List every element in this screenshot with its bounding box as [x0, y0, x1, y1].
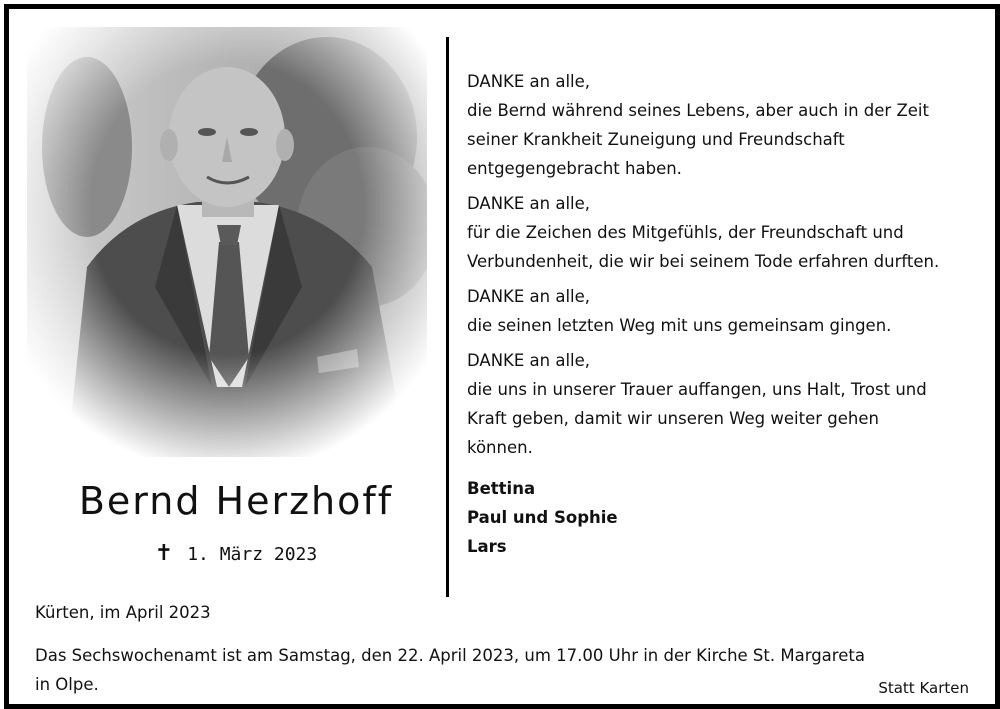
- signers: [467, 474, 618, 561]
- death-date: 1. März 2023: [187, 544, 318, 565]
- thanks-line: DANKE an alle,: [467, 72, 591, 91]
- thanks-paragraph: [467, 346, 987, 462]
- thanks-line: entgegengebracht haben.: [467, 159, 682, 178]
- signer-name: Lars: [467, 537, 507, 556]
- thanks-paragraph: [467, 189, 987, 276]
- signer-name: Paul und Sophie: [467, 508, 618, 527]
- vertical-divider: [446, 37, 449, 597]
- death-date-line: [31, 541, 441, 566]
- thanks-line: DANKE an alle,: [467, 287, 591, 306]
- thanks-line: die seinen letzten Weg mit uns gemeinsam gingen.: [467, 316, 892, 335]
- cross-icon: ✝: [154, 541, 174, 566]
- thanks-line: Verbundenheit, die wir bei seinem Tode erfahren durften.: [467, 252, 940, 271]
- thanks-line: können.: [467, 438, 533, 457]
- service-line: in Olpe.: [35, 675, 99, 694]
- thanks-line: die uns in unserer Trauer auffangen, uns Halt, Trost und: [467, 380, 927, 399]
- thanks-line: die Bernd während seines Lebens, aber auch in der Zeit: [467, 101, 929, 120]
- portrait-photo: [27, 27, 427, 457]
- service-line: Das Sechswochenamt ist am Samstag, den 22. April 2023, um 17.00 Uhr in der Kirche St. Margareta: [35, 646, 865, 665]
- thanks-line: DANKE an alle,: [467, 194, 591, 213]
- obituary-card: [4, 4, 1000, 709]
- statt-karten-note: Statt Karten: [878, 679, 969, 697]
- thanks-line: für die Zeichen des Mitgefühls, der Freundschaft und: [467, 223, 904, 242]
- deceased-name: Bernd Herzhoff: [78, 479, 394, 523]
- thanks-paragraph: [467, 67, 987, 183]
- thanks-line: seiner Krankheit Zuneigung und Freundschaft: [467, 130, 845, 149]
- thanks-line: Kraft geben, damit wir unseren Weg weiter gehen: [467, 409, 879, 428]
- signer-name: Bettina: [467, 479, 536, 498]
- thanks-paragraph: [467, 282, 987, 340]
- thanks-line: DANKE an alle,: [467, 351, 591, 370]
- thanks-text: [467, 67, 987, 468]
- service-info: [35, 641, 975, 699]
- place-date: Kürten, im April 2023: [35, 603, 211, 622]
